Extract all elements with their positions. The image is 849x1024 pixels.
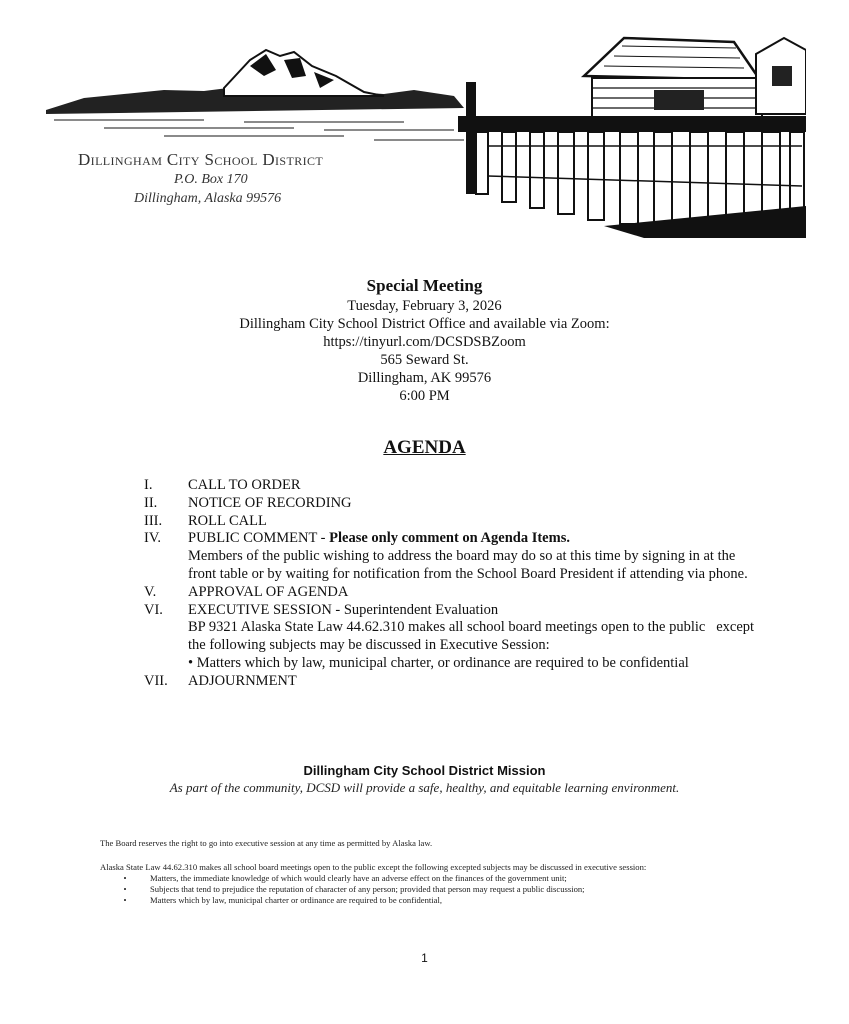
district-name: Dillingham City School District [78,150,324,169]
agenda-item-number: I. [144,477,153,493]
agenda-item [144,513,764,531]
zoom-link[interactable]: https://tinyurl.com/DCSDSBZoom [323,334,526,350]
fine-print-bullet [100,873,740,884]
agenda-item-number: VII. [144,672,168,689]
agenda-item-label: CALL TO ORDER [188,477,301,493]
mission-statement: As part of the community, DCSD will provide a safe, healthy, and equitable learning environment. [169,780,680,795]
fine-print-bullet-text: Matters, the immediate knowledge of which would clearly have an adverse effect on the finances of the government unit; [150,873,567,883]
agenda-item-label: NOTICE OF RECORDING [188,494,352,511]
agenda-heading: AGENDA [383,437,466,458]
agenda-list [144,477,764,691]
agenda-item [144,584,764,602]
meeting-title: Special Meeting [366,276,483,295]
fine-print-bullet [100,884,740,895]
agenda-item-number: V. [144,583,157,600]
meeting-info [0,275,849,405]
page-number: 1 [421,951,428,965]
mission-title: Dillingham City School District Mission [303,763,546,778]
agenda-item [144,673,764,691]
agenda-item-note: Please only comment on Agenda Items. [329,530,570,547]
bullet-glyph: • [123,884,127,894]
letterhead-illustration [44,36,806,238]
fine-print [100,838,740,906]
fine-print-bullet-text: Matters which by law, municipal charter or ordinance are required to be confidential, [150,895,442,905]
fine-print-bullet-text: Subjects that tend to prejudice the reputation of character of any person; provided that person may request a public discussion; [150,884,585,894]
meeting-location: Dillingham City School District Office and available via Zoom: [239,316,610,332]
agenda-item-detail: BP 9321 Alaska State Law 44.62.310 makes all school board meetings open to the public except the following subjects may be discussed in Executive Session: [188,619,758,654]
fine-print-bullet [100,895,740,906]
agenda-item [144,530,764,583]
agenda-item [144,477,764,495]
meeting-time: 6:00 PM [399,388,450,404]
meeting-date: Tuesday, February 3, 2026 [347,298,502,314]
agenda-item [144,602,764,673]
district-address-line1: P.O. Box 170 [174,172,248,187]
fine-print-state-law: Alaska State Law 44.62.310 makes all school board meetings open to the public except the following excepted subjects may be discussed in executive session: [100,862,647,872]
fine-print-executive-session: The Board reserves the right to go into executive session at any time as permitted by Alaska law. [100,838,433,848]
meeting-street: 565 Seward St. [380,352,469,368]
agenda-item-number: III. [144,512,163,529]
agenda-item-detail: Members of the public wishing to address the board may do so at this time by signing in at the front table or by waiting for notification from the School Board President if attending via phone. [188,548,748,582]
bullet-glyph: • [123,873,127,883]
agenda-item-label: APPROVAL OF AGENDA [188,583,349,600]
agenda-item-label: EXECUTIVE SESSION - Superintendent Evaluation [188,601,499,618]
agenda-item [144,495,764,513]
agenda-item-number: II. [144,494,158,511]
agenda-item-number: IV. [144,530,162,547]
agenda-item-number: VI. [144,601,163,618]
fine-print-bullets [100,873,740,906]
meeting-city: Dillingham, AK 99576 [357,370,492,386]
bullet-glyph: • [123,895,127,905]
agenda-item-label: ADJOURNMENT [188,672,297,689]
agenda-item-detail: • Matters which by law, municipal charter, or ordinance are required to be confidential [188,654,689,671]
district-address-line2: Dillingham, Alaska 99576 [134,191,282,206]
agenda-item-label: PUBLIC COMMENT - [188,530,330,547]
agenda-item-label: ROLL CALL [188,512,267,529]
